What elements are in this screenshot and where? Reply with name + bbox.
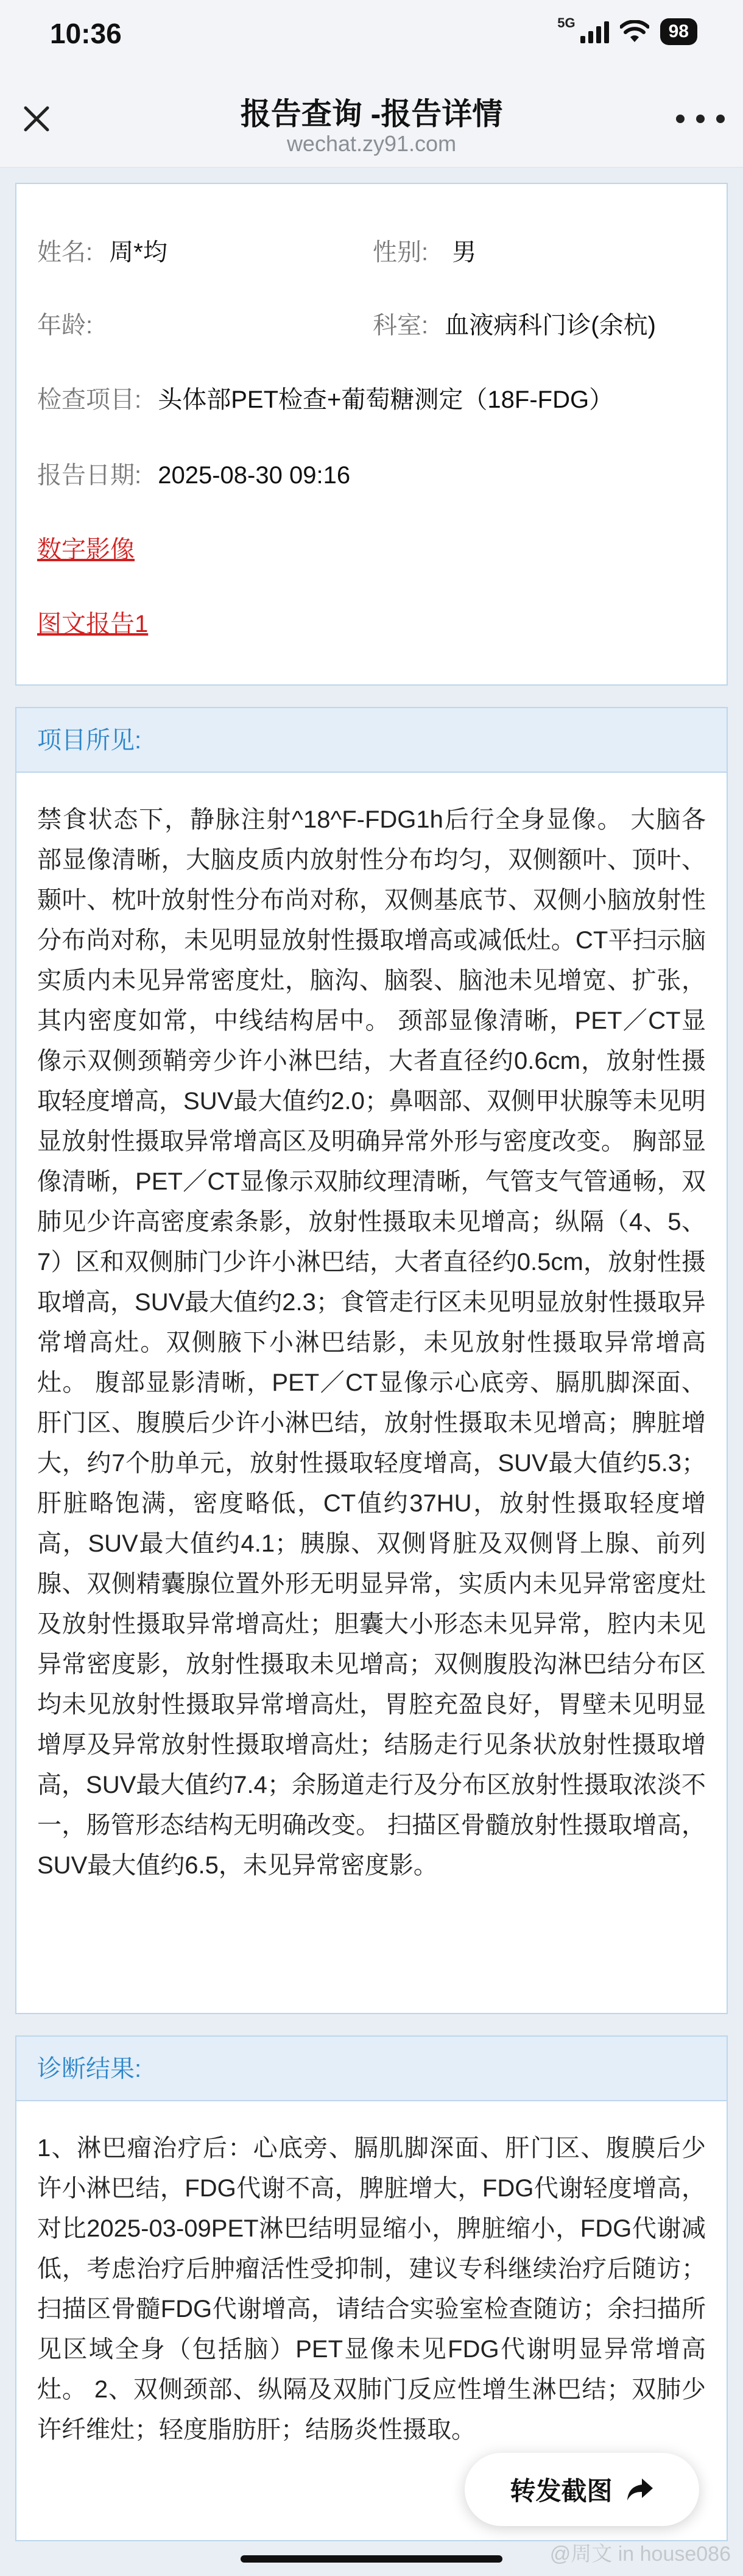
home-indicator[interactable] [241, 2555, 502, 2563]
patient-info-card [15, 183, 728, 686]
clock: 10:36 [50, 18, 122, 49]
name-row [37, 233, 167, 268]
department-value: 血液病科门诊(余杭) [445, 312, 656, 339]
name-label: 姓名: [37, 239, 93, 266]
report-date-label: 报告日期: [37, 462, 142, 489]
gender-label: 性别: [373, 239, 429, 266]
exam-item-value: 头体部PET检查+葡萄糖测定（18F-FDG） [158, 386, 614, 413]
findings-text: 禁食状态下，静脉注射^18^F-FDG1h后行全身显像。 大脑各部显像清晰，大脑皮质内放射性分布均匀，双侧额叶、顶叶、颞叶、枕叶放射性分布尚对称，双侧基底节、双侧小脑放射性分布尚对称，未见明显放射性摄取增高或减低灶。CT平扫示脑实质内未见异常密度灶，脑沟、脑裂、脑池未见增宽、扩张，其内密度如常，中线结构居中。 颈部显像清晰，PET／CT显像示双侧颈鞘旁少许小淋巴结，大者直径约0.6cm，放射性摄取轻度增高，SUV最大值约2.0；鼻咽部、双侧甲状腺等未见明显放射性摄取异常增高区及明确异常外形与密度改变。 胸部显像清晰，PET／CT显像示双肺纹理清晰，气管支气管通畅，双肺见少许高密度索条影，放射性摄取未见增高；纵隔（4、5、7）区和双侧肺门少许小淋巴结，大者直径约0.5cm，放射性摄取增高，SUV最大值约2.3；食管走行区未见明显放射性摄取异常增高灶。双侧腋下小淋巴结影，未见放射性摄取异常增高灶。 腹部显影清晰，PET／CT显像示心底旁、膈肌脚深面、肝门区、腹膜后少许小淋巴结，放射性摄取未见增高；脾脏增大，约7个肋单元，放射性摄取轻度增高，SUV最大值约5.3；肝脏略饱满，密度略低，CT值约37HU，放射性摄取轻度增高，SUV最大值约4.1；胰腺、双侧肾脏及双侧肾上腺、前列腺、双侧精囊腺位置外形无明显异常，实质内未见异常密度灶及放射性摄取异常增高灶；胆囊大小形态未见异常，腔内未见异常密度影，放射性摄取未见增高；双侧腹股沟淋巴结分布区均未见放射性摄取异常增高灶，胃腔充盈良好，胃壁未见明显增厚及异常放射性摄取增高灶；结肠走行见条状放射性摄取增高，SUV最大值约7.4；余肠道走行及分布区放射性摄取浓淡不一，肠管形态结构无明确改变。 扫描区骨髓放射性摄取增高，SUV最大值约6.5，未见异常密度影。 [37, 806, 706, 1879]
share-arrow-icon [626, 2477, 654, 2502]
diagnosis-title: 诊断结果: [16, 2037, 727, 2101]
report-date-row [37, 456, 350, 491]
age-label: 年龄: [37, 312, 93, 339]
wifi-icon [620, 20, 649, 43]
findings-title: 项目所见: [16, 708, 727, 773]
name-value: 周*均 [109, 239, 167, 266]
page-url: wechat.zy91.com [286, 131, 457, 156]
graphic-report-link[interactable]: 图文报告1 [37, 611, 149, 637]
age-row [37, 306, 102, 341]
department-label: 科室: [373, 312, 429, 339]
signal-icon [580, 20, 609, 43]
gender-row [373, 233, 476, 268]
findings-section [15, 707, 728, 2014]
status-icons [557, 15, 697, 45]
exam-item-row [37, 380, 613, 415]
battery-indicator: 98 [660, 18, 697, 45]
page-title: 报告查询 -报告详情 [240, 97, 503, 131]
more-icon[interactable] [676, 107, 725, 131]
network-type: 5G [557, 15, 576, 30]
exam-item-label: 检查项目: [37, 386, 142, 413]
watermark: @周文 in house086 [549, 2542, 731, 2566]
diagnosis-text: 1、淋巴瘤治疗后：心底旁、膈肌脚深面、肝门区、腹膜后少许小淋巴结，FDG代谢不高，脾脏增大，FDG代谢轻度增高，对比2025-03-09PET淋巴结明显缩小，脾脏缩小，FDG代谢减低，考虑治疗后肿瘤活性受抑制，建议专科继续治疗后随访；扫描区骨髓FDG代谢增高，请结合实验室检查随访；余扫描所见区域全身（包括脑）PET显像未见FDG代谢明显异常增高灶。 2、双侧颈部、纵隔及双肺门反应性增生淋巴结；双肺少许纤维灶；轻度脂肪肝；结肠炎性摄取。 [37, 2135, 706, 2443]
department-row [373, 306, 656, 341]
title-bar [0, 70, 743, 168]
report-date-value: 2025-08-30 09:16 [158, 462, 351, 489]
gender-value: 男 [452, 239, 477, 266]
digital-image-link[interactable]: 数字影像 [37, 536, 135, 563]
share-button-label: 转发截图 [510, 2477, 613, 2505]
status-bar [0, 0, 743, 70]
share-screenshot-button[interactable] [465, 2453, 699, 2526]
